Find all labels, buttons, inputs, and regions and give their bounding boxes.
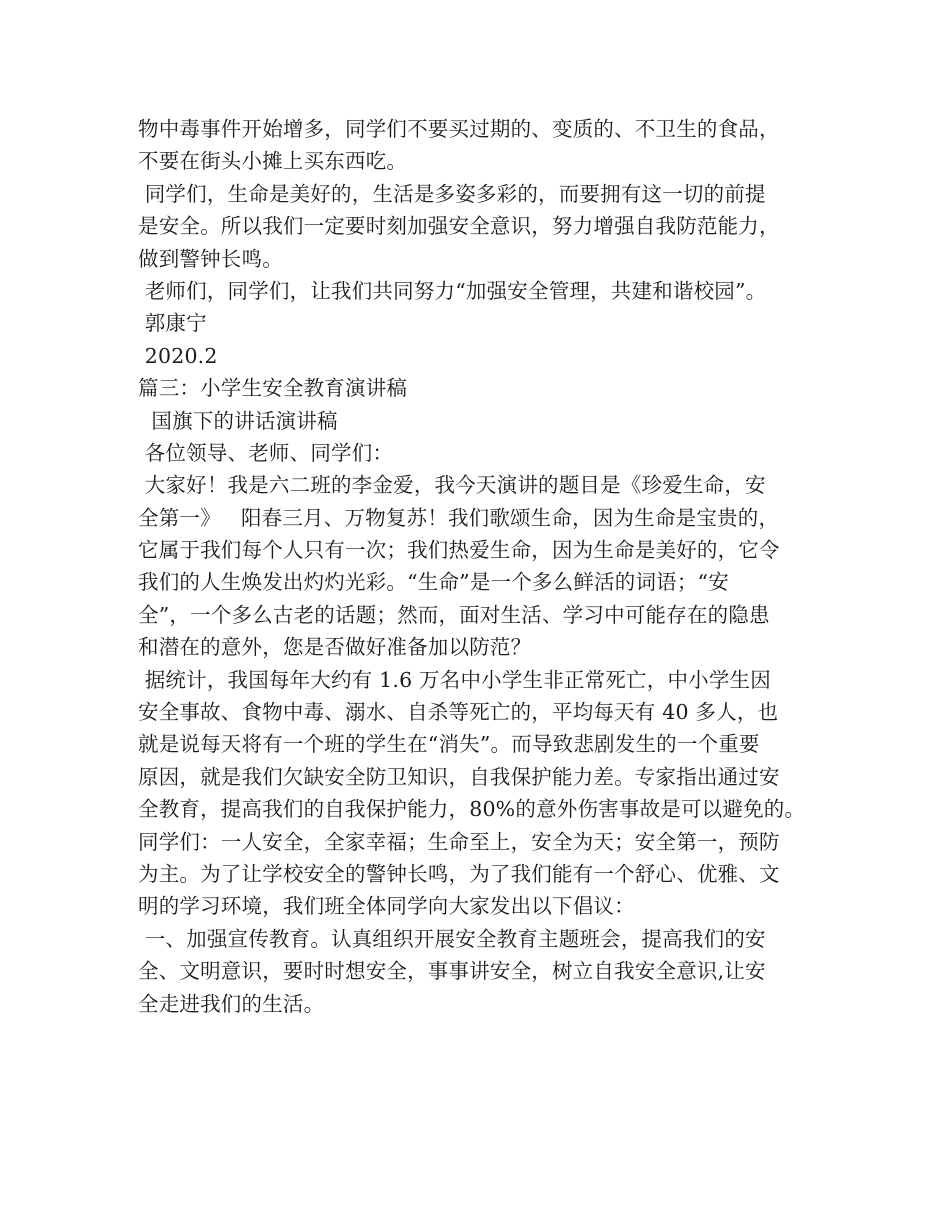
text-line: 同学们：一人安全，全家幸福；生命至上，安全为天；安全第一，预防 xyxy=(138,829,780,854)
text-line: 据统计，我国每年大约有 1.6 万名中小学生非正常死亡，中小学生因 xyxy=(138,667,771,692)
text-line: 做到警钟长鸣。 xyxy=(138,246,283,271)
text-line: 全、文明意识，要时时想安全，事事讲安全，树立自我安全意识,让安 xyxy=(138,959,766,984)
text-line: 原因，就是我们欠缺安全防卫知识，自我保护能力差。专家指出通过安 xyxy=(138,764,780,789)
document-body-text xyxy=(138,113,828,1020)
section-heading: 篇三：小学生安全教育演讲稿 xyxy=(138,376,408,401)
text-line: 全教育，提高我们的自我保护能力，80%的意外伤害事故是可以避免的。 xyxy=(138,797,806,822)
text-line: 不要在街头小摊上买东西吃。 xyxy=(138,149,408,174)
text-line: 全第一》 阳春三月、万物复苏！我们歌颂生命，因为生命是宝贵的， xyxy=(138,505,780,530)
subheading: 国旗下的讲话演讲稿 xyxy=(138,408,338,433)
text-line: 和潜在的意外，您是否做好准备加以防范？ xyxy=(138,635,532,660)
text-line: 全走进我们的生活。 xyxy=(138,991,325,1016)
text-line: 是安全。所以我们一定要时刻加强安全意识，努力增强自我防范能力， xyxy=(138,214,780,239)
text-line: 全”，一个多么古老的话题；然而，面对生活、学习中可能存在的隐患 xyxy=(138,602,770,627)
text-line: 明的学习环境，我们班全体同学向大家发出以下倡议： xyxy=(138,894,635,919)
text-line: 它属于我们每个人只有一次；我们热爱生命，因为生命是美好的，它令 xyxy=(138,538,780,563)
text-line: 就是说每天将有一个班的学生在“消失”。而导致悲剧发生的一个重要 xyxy=(138,732,760,757)
text-line: 一、加强宣传教育。认真组织开展安全教育主题班会，提高我们的安 xyxy=(138,926,766,951)
salutation: 各位领导、老师、同学们： xyxy=(138,440,394,465)
text-line: 老师们，同学们，让我们共同努力“加强安全管理，共建和谐校园”。 xyxy=(138,278,767,303)
text-line: 为主。为了让学校安全的警钟长鸣，为了我们能有一个舒心、优雅、文 xyxy=(138,861,780,886)
text-line: 同学们，生命是美好的，生活是多姿多彩的，而要拥有这一切的前提 xyxy=(138,181,766,206)
date-line: 2020.2 xyxy=(138,343,218,368)
text-line: 物中毒事件开始增多，同学们不要买过期的、变质的、不卫生的食品， xyxy=(138,117,780,141)
text-line: 我们的人生焕发出灼灼光彩。“生命”是一个多么鲜活的词语；“安 xyxy=(138,570,729,595)
text-line: 大家好！我是六二班的李金爱，我今天演讲的题目是《珍爱生命，安 xyxy=(138,473,766,498)
text-line: 安全事故、食物中毒、溺水、自杀等死亡的，平均每天有 40 多人，也 xyxy=(138,700,779,725)
author-name: 郭康宁 xyxy=(138,311,207,336)
